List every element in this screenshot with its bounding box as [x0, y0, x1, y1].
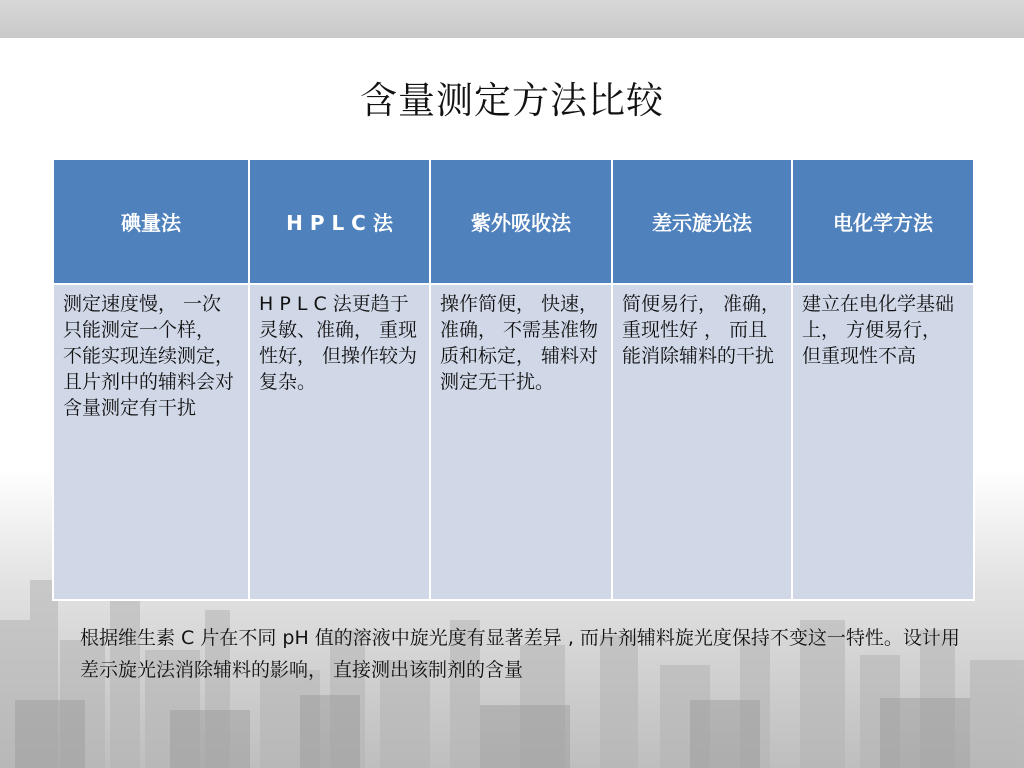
- cell-differential-polarimetry: 简便易行， 准确， 重现性好 ， 而且能消除辅料的干扰: [612, 284, 792, 600]
- slide-title: 含量测定方法比较: [360, 79, 664, 122]
- table-header-row: [53, 159, 974, 284]
- header-uv-absorption: 紫外吸收法: [430, 159, 612, 284]
- table-row: [53, 284, 974, 600]
- cell-uv-absorption: 操作简便， 快速， 准确， 不需基准物质和标定， 辅料对测定无干扰。: [430, 284, 612, 600]
- cell-hplc: H P L C 法更趋于灵敏、准确， 重现性好， 但操作较为复杂。: [249, 284, 430, 600]
- cell-electrochemistry: 建立在电化学基础上， 方便易行， 但重现性不高: [792, 284, 974, 600]
- header-hplc: H P L C 法: [249, 159, 430, 284]
- comparison-table: [52, 158, 975, 601]
- header-iodometry: 碘量法: [53, 159, 249, 284]
- top-band: [0, 0, 1024, 38]
- header-differential-polarimetry: 差示旋光法: [612, 159, 792, 284]
- footnote-text: 根据维生素 C 片在不同 pH 值的溶液中旋光度有显著差异 , 而片剂辅料旋光度保持不变这一特性。设计用差示旋光法消除辅料的影响， 直接测出该制剂的含量: [80, 627, 960, 681]
- cell-iodometry: 测定速度慢， 一次只能测定一个样， 不能实现连续测定， 且片剂中的辅料会对含量测定有干扰: [53, 284, 249, 600]
- header-electrochemistry: 电化学方法: [792, 159, 974, 284]
